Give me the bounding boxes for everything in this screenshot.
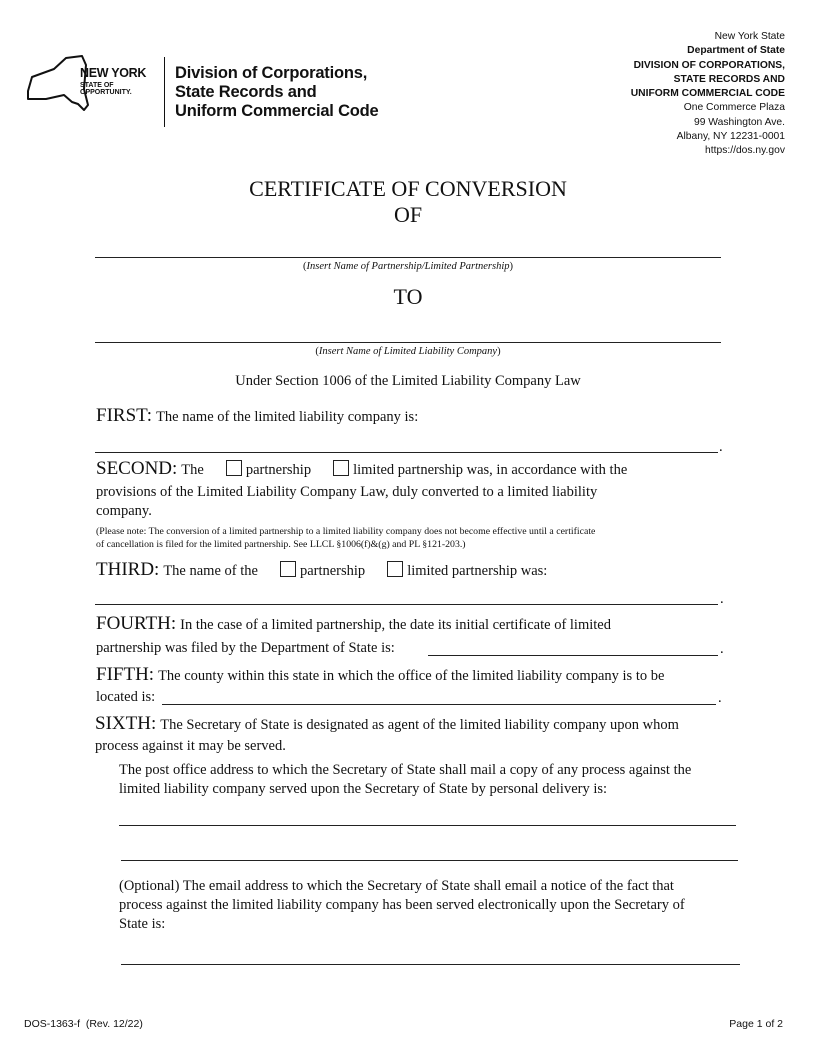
partnership-name-field[interactable] [95, 257, 721, 258]
to-heading: TO [393, 284, 423, 309]
second-partnership-option: partnership [245, 462, 312, 478]
logo-divider [164, 57, 165, 127]
first-llc-name-field[interactable] [95, 452, 718, 453]
logo-new-york: NEW YORK [80, 66, 147, 80]
second-body: provisions of the Limited Liability Company Law, duly converted to a limited liability company. [96, 484, 598, 519]
third-section: THIRD: The name of the partnership limited partnership was: [96, 559, 548, 580]
fourth-line2: partnership was filed by the Department of State is: [96, 640, 395, 656]
sixth-po-address-text: The post office address to which the Secretary of State shall mail a copy of any process against the limited liability company served upon the Secretary of State by personal delivery is: [119, 762, 692, 797]
second-note: (Please note: The conversion of a limited partnership to a limited liability company does not become effective until a certificate of cancellation is filed for the limited partnership. See LLCL §1006(f)&(g) and PL §121-203.) [96, 526, 596, 550]
first-text: The name of the limited liability company is: [156, 409, 419, 425]
third-partnership-option: partnership [299, 563, 366, 579]
first-section [96, 405, 418, 427]
second-label: SECOND: [96, 458, 178, 479]
logo-opportunity: OPPORTUNITY. [80, 88, 132, 96]
second-limited-partnership-checkbox[interactable] [333, 460, 349, 476]
second-section: SECOND: The partnership limited partnership was, in accordance with the [96, 458, 628, 479]
llc-name-hint: (Insert Name of Limited Liability Company) [315, 346, 501, 357]
logo-state-of: STATE OF [80, 81, 114, 89]
sixth-label: SIXTH: [95, 713, 157, 734]
fifth-section: FIFTH: The county within this state in which the office of the limited liability company is to be [96, 664, 665, 685]
logo-brand [80, 67, 146, 96]
sixth-section: SIXTH: The Secretary of State is designated as agent of the limited liability company upon whom [95, 713, 679, 734]
fifth-county-field[interactable] [162, 704, 716, 705]
fourth-label: FOURTH: [96, 613, 177, 634]
first-label: FIRST: [96, 405, 153, 426]
under-section: Under Section 1006 of the Limited Liability Company Law [235, 373, 581, 389]
sixth-po-address-field-1[interactable] [119, 825, 736, 826]
fifth-line2: located is: [96, 689, 156, 705]
third-partnership-checkbox[interactable] [280, 561, 296, 577]
second-limited-partnership-option: limited partnership was, in accordance with the [353, 462, 628, 478]
form-id: DOS-1363-f (Rev. 12/22) [24, 1018, 143, 1030]
sixth-email-field[interactable] [121, 964, 740, 965]
fourth-date-field[interactable] [428, 655, 718, 656]
fourth-section: FOURTH: In the case of a limited partnership, the date its initial certificate of limited [96, 613, 611, 634]
fifth-label: FIFTH: [96, 664, 155, 685]
third-label: THIRD: [96, 559, 160, 580]
division-name: Division of Corporations, State Records and Uniform Commercial Code [175, 64, 379, 120]
dos-address-block: New York State Department of State DIVISION OF CORPORATIONS, STATE RECORDS AND UNIFORM COMMERCIAL CODE One Commerce Plaza 99 Washington Ave. Albany, NY 12231-0001 https://dos.ny.gov [630, 31, 785, 157]
second-partnership-checkbox[interactable] [226, 460, 242, 476]
llc-name-field[interactable] [95, 342, 721, 343]
third-limited-partnership-option: limited partnership was: [407, 563, 548, 579]
sixth-email-text: (Optional) The email address to which the Secretary of State shall email a notice of the fact that process against the limited liability company has been served electronically upon the Secretary of State is: [119, 878, 685, 932]
partnership-name-hint: (Insert Name of Partnership/Limited Partnership) [303, 261, 513, 272]
sixth-po-address-field-2[interactable] [121, 860, 738, 861]
third-limited-partnership-checkbox[interactable] [387, 561, 403, 577]
sixth-line2: process against it may be served. [95, 738, 286, 754]
page-title: CERTIFICATE OF CONVERSION OF [249, 176, 567, 227]
page-number: Page 1 of 2 [729, 1018, 783, 1030]
third-name-field[interactable] [95, 604, 718, 605]
